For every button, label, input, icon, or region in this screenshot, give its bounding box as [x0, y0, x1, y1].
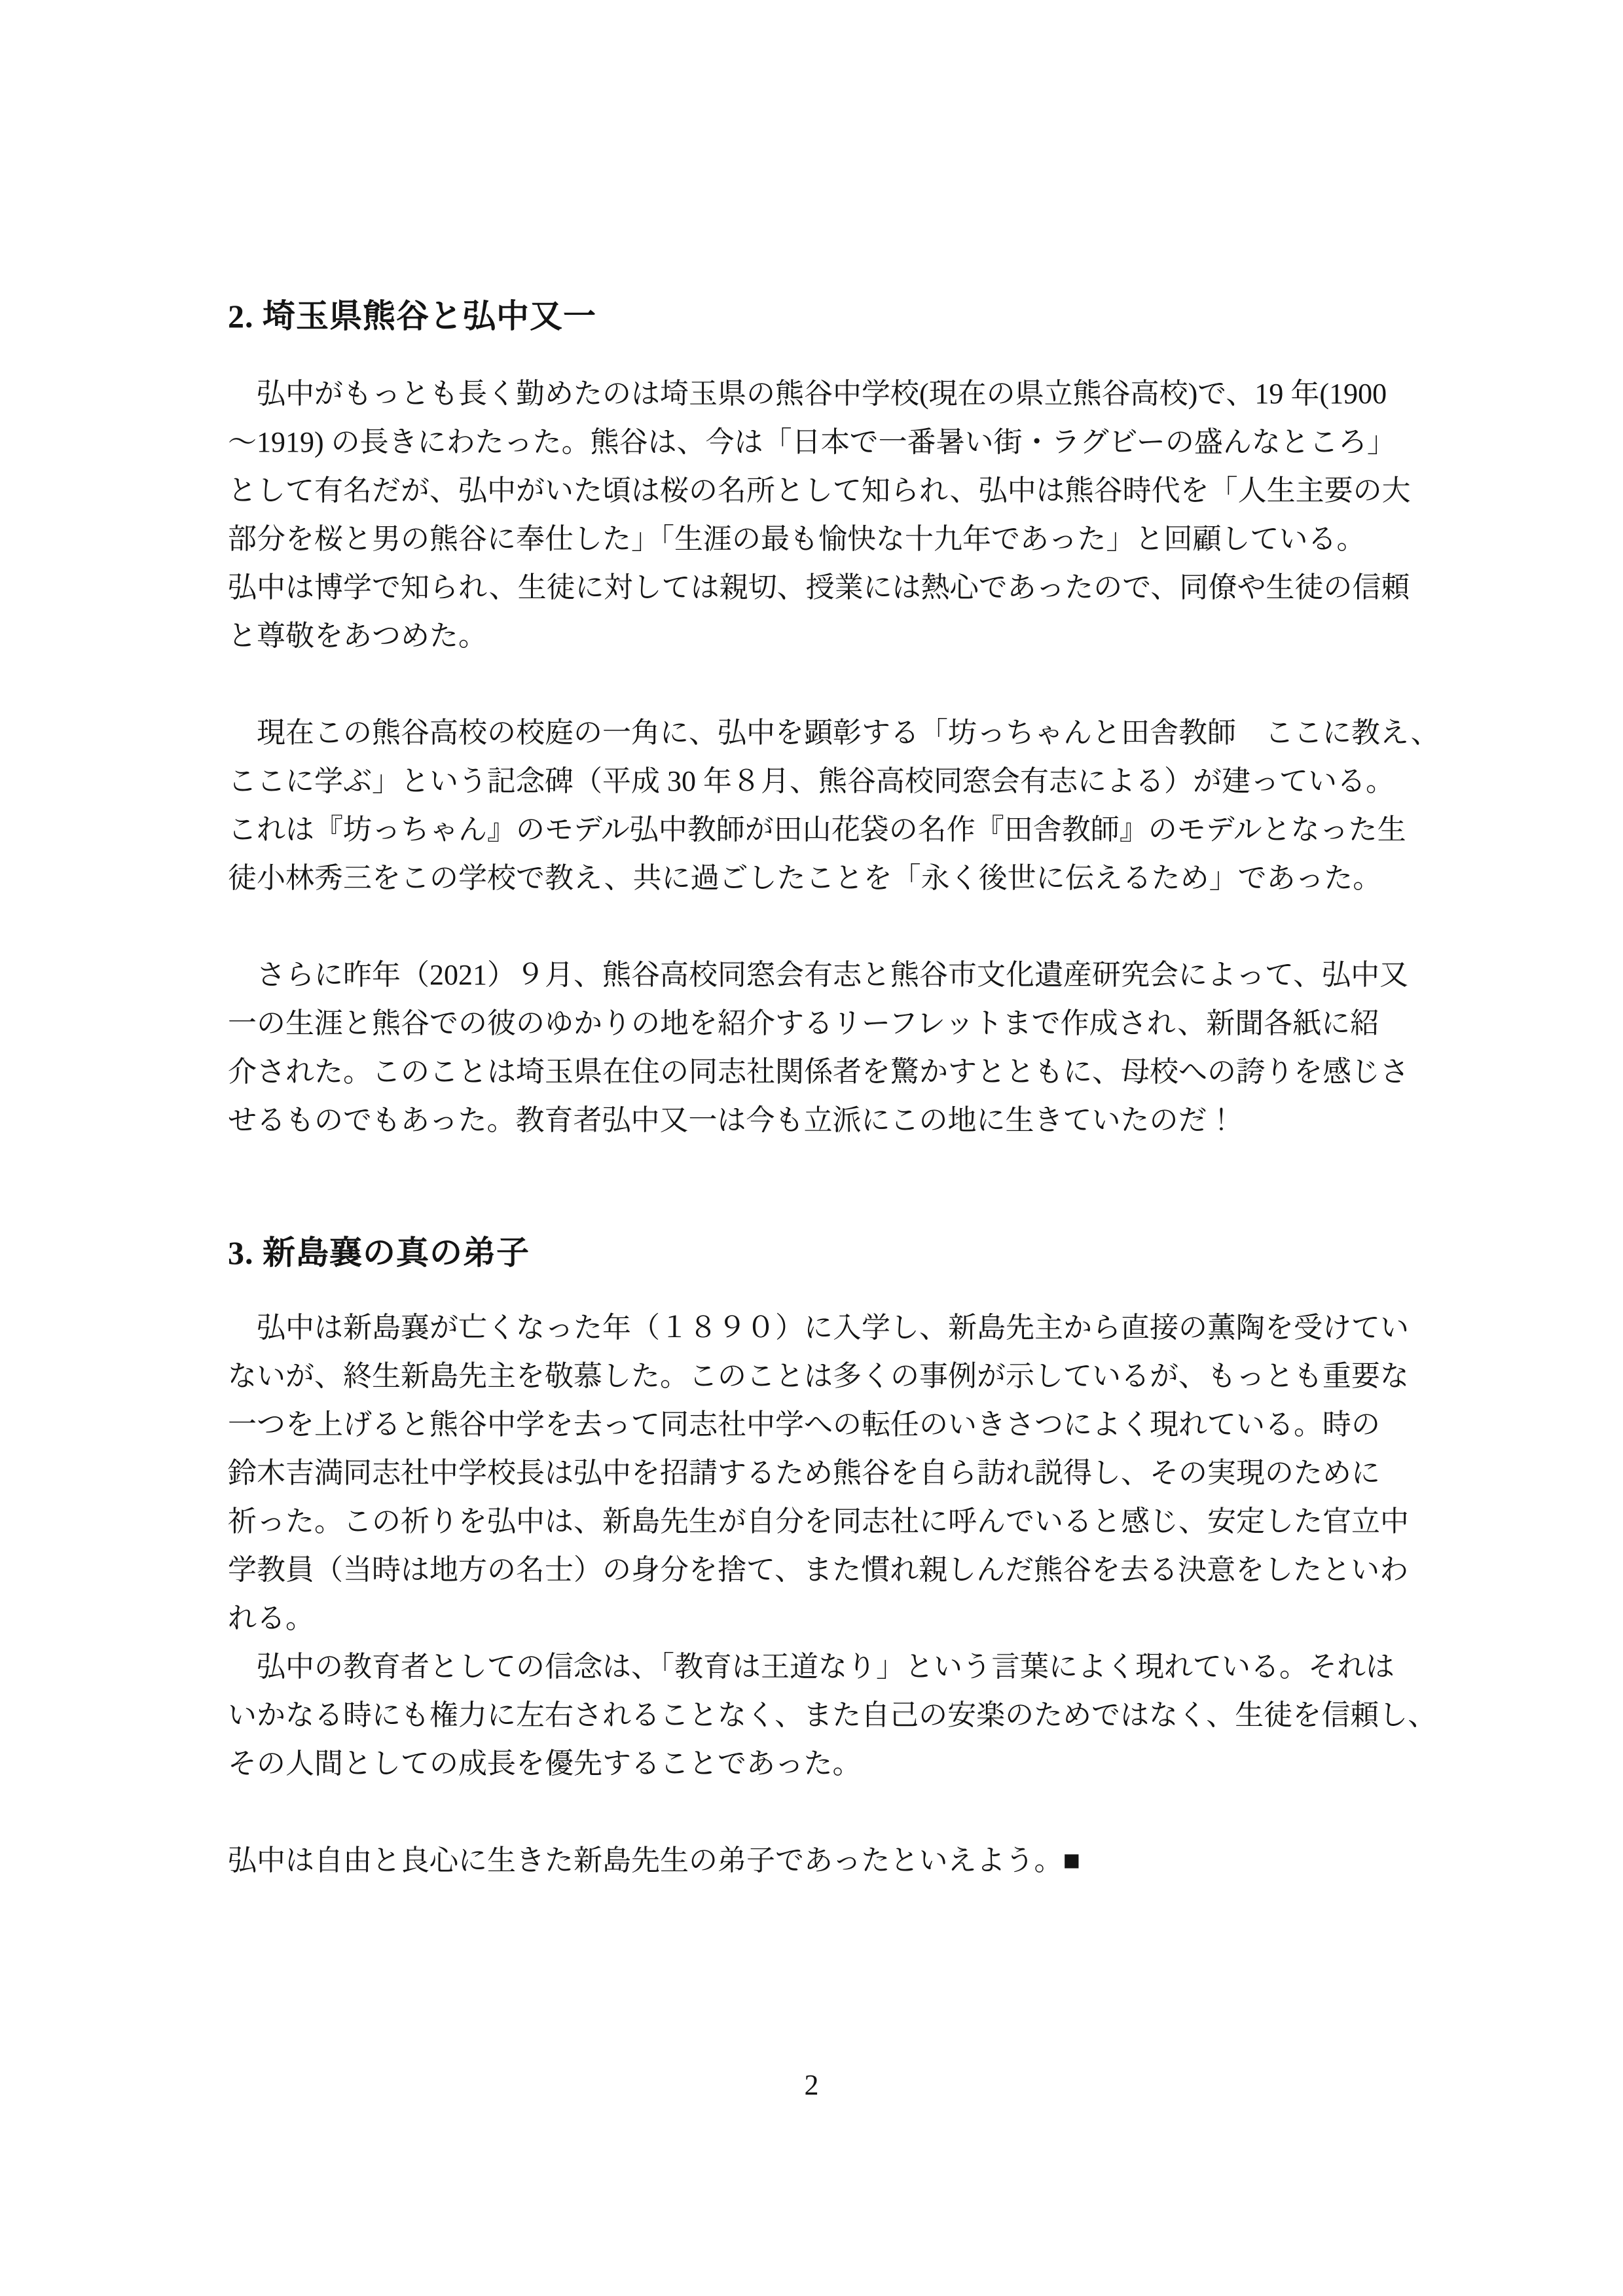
text-line: れる。	[228, 1602, 314, 1634]
text-line: いかなる時にも権力に左右されることなく、また自己の安楽のためではなく、生徒を信頼し、	[228, 1699, 1437, 1731]
text-line: ここに学ぶ」という記念碑（平成 30 年８月、熊谷高校同窓会有志による）が建っている。	[228, 765, 1395, 797]
text-line: せるものでもあった。教育者弘中又一は今も立派にこの地に生きていたのだ！	[228, 1104, 1236, 1136]
text-line: 徒小林秀三をこの学校で教え、共に過ごしたことを「永く後世に伝えるため」であった。	[228, 862, 1382, 894]
text-line: 祈った。この祈りを弘中は、新島先生が自分を同志社に呼んでいると感じ、安定した官立中	[228, 1505, 1409, 1537]
text-line: 介された。このことは埼玉県在住の同志社関係者を驚かすとともに、母校への誇りを感じさ	[228, 1056, 1409, 1088]
text-line: 弘中は自由と良心に生きた新島先生の弟子であったといえよう。■	[228, 1844, 1081, 1876]
section-heading: 2. 埼玉県熊谷と弘中又一	[228, 298, 596, 334]
text-line: 弘中は新島襄が亡くなった年（１８９０）に入学し、新島先主から直接の薫陶を受けてい	[257, 1312, 1409, 1344]
text-line: 一つを上げると熊谷中学を去って同志社中学への転任のいきさつによく現れている。時の	[228, 1408, 1380, 1441]
text-line: 現在この熊谷高校の校庭の一角に、弘中を顕彰する「坊っちゃんと田舎教師 ここに教え、	[257, 717, 1440, 749]
text-line: 学教員（当時は地方の名士）の身分を捨て、また慣れ親しんだ熊谷を去る決意をしたといわ	[228, 1554, 1409, 1586]
text-line: ないが、終生新島先主を敬慕した。このことは多くの事例が示しているが、もっとも重要な	[228, 1360, 1409, 1392]
text-line: 〜1919) の長きにわたった。熊谷は、今は「日本で一番暑い街・ラグビーの盛んなところ」	[228, 426, 1396, 458]
document-section	[228, 1234, 1437, 1885]
paragraph	[228, 951, 1412, 1145]
text-line: これは『坊っちゃん』のモデル弘中教師が田山花袋の名作『田舎教師』のモデルとなった生	[228, 814, 1406, 846]
document-content	[228, 298, 1440, 1885]
text-line: として有名だが、弘中がいた頃は桜の名所として知られ、弘中は熊谷時代を「人生主要の大	[228, 475, 1411, 507]
paragraph	[228, 1643, 1437, 1788]
section-paragraphs	[228, 1304, 1437, 1885]
page-number: 2	[804, 2069, 819, 2101]
paragraph	[228, 709, 1440, 903]
text-line: と尊敬をあつめた。	[228, 620, 487, 652]
text-line: 鈴木吉満同志社中学校長は弘中を招請するため熊谷を自ら訪れ説得し、その実現のために	[228, 1457, 1380, 1489]
text-line: 弘中は博学で知られ、生徒に対しては親切、授業には熱心であったので、同僚や生徒の信頼	[228, 571, 1410, 603]
text-line: その人間としての成長を優先することであった。	[228, 1748, 862, 1780]
text-line: 部分を桜と男の熊谷に奉仕した」「生涯の最も愉快な十九年であった」と回顧している。	[228, 523, 1366, 555]
text-line: 弘中がもっとも長く勤めたのは埼玉県の熊谷中学校(現在の県立熊谷高校)で、19 年(1900	[257, 378, 1387, 410]
paragraph	[228, 1837, 1412, 1885]
section-paragraphs	[228, 370, 1440, 1145]
paragraph	[228, 370, 1412, 660]
text-line: 弘中の教育者としての信念は、「教育は王道なり」という言葉によく現れている。それは	[257, 1651, 1395, 1683]
paragraph	[228, 1304, 1412, 1643]
text-line: 一の生涯と熊谷での彼のゆかりの地を紹介するリーフレットまで作成され、新聞各紙に紹	[228, 1007, 1379, 1039]
section-heading: 3. 新島襄の真の弟子	[228, 1234, 530, 1271]
text-line: さらに昨年（2021）９月、熊谷高校同窓会有志と熊谷市文化遺産研究会によって、弘中又	[257, 959, 1409, 991]
document-section	[228, 298, 1440, 1145]
